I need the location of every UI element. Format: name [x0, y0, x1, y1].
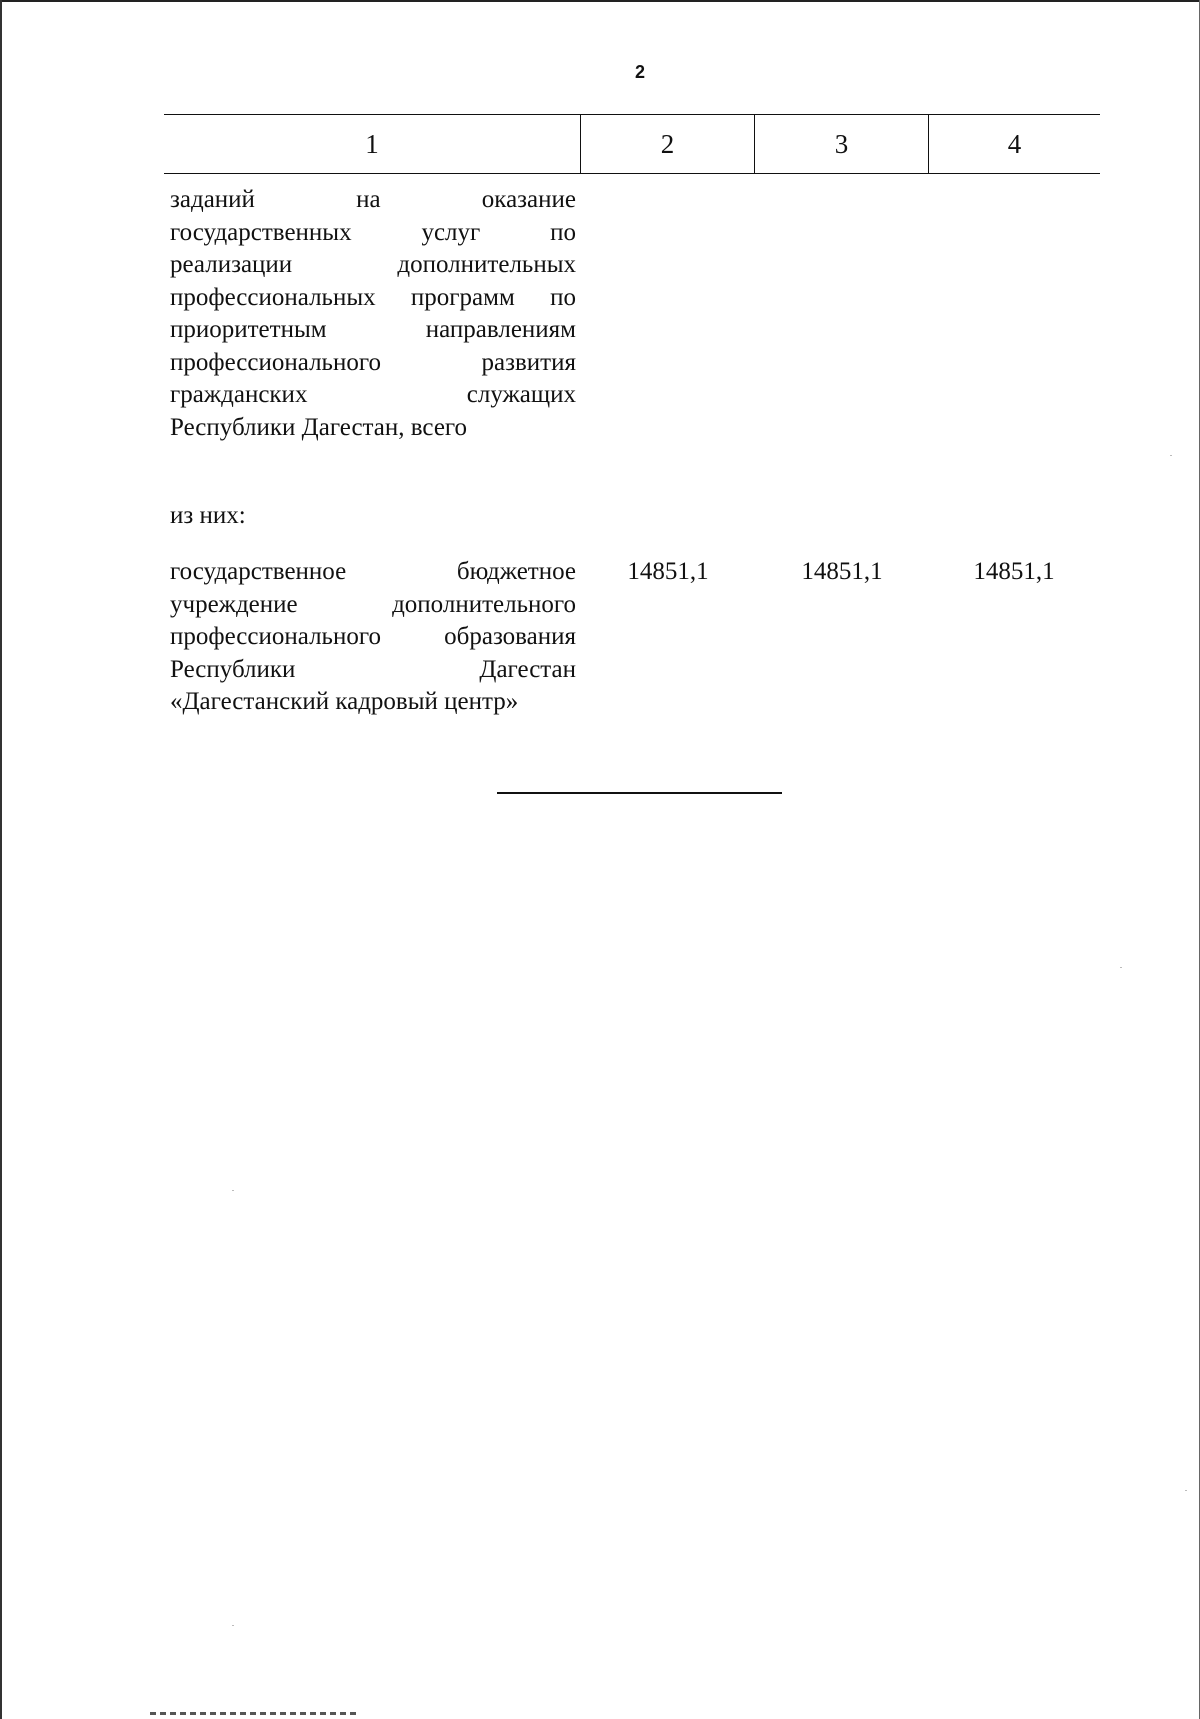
text-line: Республики Дагестан, всего [170, 413, 468, 441]
table-header-row [164, 114, 1100, 174]
scan-speck [232, 1190, 234, 1191]
end-of-document-rule [497, 792, 782, 794]
column-header-3: 3 [755, 115, 929, 173]
page-top-edge [0, 0, 1200, 2]
scan-speck [232, 1625, 234, 1626]
scan-speck [1170, 455, 1172, 456]
page-number: 2 [634, 62, 645, 82]
text-line: профессионального образования [170, 623, 576, 650]
text-line: реализации дополнительных [170, 251, 576, 278]
value-column-3: 14851,1 [801, 558, 883, 585]
text-line: гражданских служащих [170, 381, 576, 408]
text-line: «Дагестанский кадровый центр» [170, 688, 519, 715]
text-line: государственных услуг по [170, 218, 576, 246]
text-line: Республики Дагестан [170, 655, 576, 683]
row-institution-description [170, 556, 576, 719]
page-left-edge [0, 0, 2, 1719]
text-line: приоритетным направлениям [170, 316, 576, 343]
text-line: профессиональных программ по [170, 283, 576, 311]
column-header-4: 4 [1007, 128, 1022, 159]
scan-noise-strip [150, 1712, 360, 1715]
text-line: государственное бюджетное [170, 558, 576, 585]
scan-speck [1120, 967, 1122, 968]
text-line: учреждение дополнительного [170, 590, 576, 618]
column-header-2: 2 [581, 115, 755, 173]
text-line: заданий на оказание [170, 186, 576, 213]
scan-speck [1185, 1490, 1187, 1491]
column-header-1: 1 [164, 115, 581, 173]
value-column-2: 14851,1 [627, 558, 709, 585]
subheading-of-them: из них: [170, 502, 246, 529]
row-total-description [170, 184, 576, 444]
value-column-4: 14851,1 [973, 558, 1055, 585]
text-line: профессионального развития [170, 348, 576, 376]
